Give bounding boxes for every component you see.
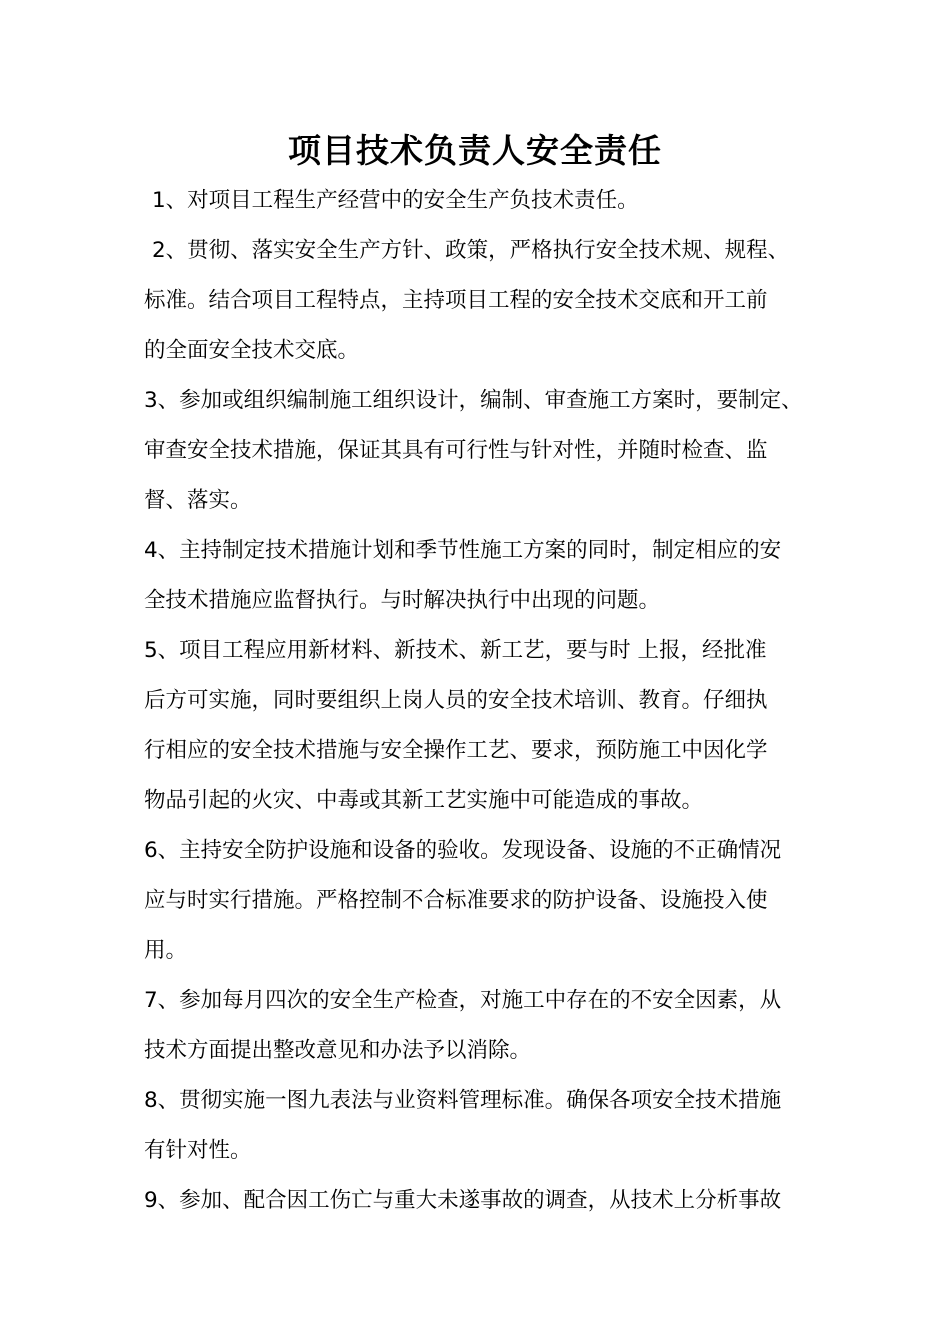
text-line-12: 行相应的安全技术措施与安全操作工艺、要求，预防施工中因化学 (144, 738, 768, 763)
text-line-19: 8、贯彻实施一图九表法与业资料管理标准。确保各项安全技术措施 (144, 1088, 782, 1113)
document-title: 项目技术负责人安全责任 (288, 131, 662, 170)
text-line-14: 6、主持安全防护设施和设备的验收。发现设备、设施的不正确情况 (144, 838, 782, 863)
text-line-18: 技术方面提出整改意见和办法予以消除。 (144, 1038, 532, 1063)
text-line-16: 用。 (144, 938, 188, 963)
text-line-5: 3、参加或组织编制施工组织设计，编制、审查施工方案时，要制定、 (144, 388, 803, 413)
text-line-20: 有针对性。 (144, 1138, 252, 1163)
text-line-3: 标准。结合项目工程特点，主持项目工程的安全技术交底和开工前 (144, 288, 768, 313)
text-line-13: 物品引起的火灾、中毒或其新工艺实施中可能造成的事故。 (144, 788, 704, 813)
text-line-7: 督、落实。 (144, 488, 252, 513)
text-line-4: 的全面安全技术交底。 (144, 338, 360, 363)
text-line-6: 审查安全技术措施，保证其具有可行性与针对性，并随时检查、监 (144, 438, 768, 463)
text-line-15: 应与时实行措施。严格控制不合标准要求的防护设备、设施投入使 (144, 888, 768, 913)
text-line-2: 2、贯彻、落实安全生产方针、政策，严格执行安全技术规、规程、 (152, 238, 790, 263)
text-line-9: 全技术措施应监督执行。与时解决执行中出现的问题。 (144, 588, 661, 613)
text-line-17: 7、参加每月四次的安全生产检查，对施工中存在的不安全因素，从 (144, 988, 782, 1013)
text-line-8: 4、主持制定技术措施计划和季节性施工方案的同时，制定相应的安 (144, 538, 782, 563)
text-line-10: 5、项目工程应用新材料、新技术、新工艺，要与时 上报，经批准 (144, 638, 767, 663)
text-line-1: 1、对项目工程生产经营中的安全生产负技术责任。 (152, 188, 639, 213)
text-line-21: 9、参加、配合因工伤亡与重大未遂事故的调查，从技术上分析事故 (144, 1188, 782, 1213)
text-line-11: 后方可实施，同时要组织上岗人员的安全技术培训、教育。仔细执 (144, 688, 768, 713)
